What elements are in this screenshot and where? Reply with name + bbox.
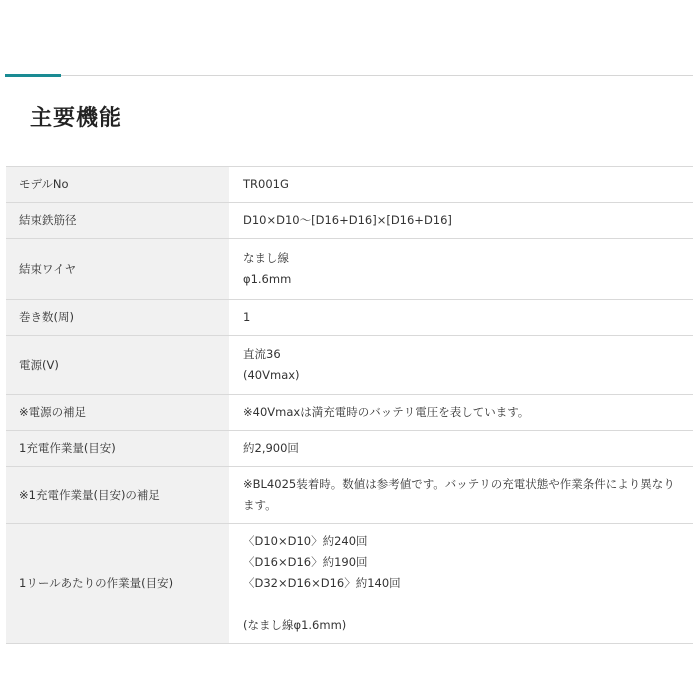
spec-value-line: 〈D10×D10〉約240回 xyxy=(243,534,368,548)
spec-value-line: 約2,900回 xyxy=(243,441,299,455)
spec-row-work-per-charge xyxy=(6,431,693,467)
spec-label-power: 電源(V) xyxy=(6,336,229,395)
spec-value-tie-wire xyxy=(229,239,693,300)
spec-row-work-per-charge-note xyxy=(6,467,693,524)
spec-row-rebar-diameter xyxy=(6,203,693,239)
spec-value-line xyxy=(243,594,679,615)
spec-value-rebar-diameter xyxy=(229,203,693,239)
spec-label-model: モデルNo xyxy=(6,167,229,203)
spec-label-tie-wire: 結束ワイヤ xyxy=(6,239,229,300)
spec-row-power-note xyxy=(6,395,693,431)
spec-value-line: ※BL4025装着時。数値は参考値です。バッテリの充電状態や作業条件により異なります。 xyxy=(243,477,675,512)
spec-value-work-per-charge xyxy=(229,431,693,467)
spec-label-turns: 巻き数(周) xyxy=(6,300,229,336)
spec-row-turns xyxy=(6,300,693,336)
spec-row-tie-wire xyxy=(6,239,693,300)
spec-value-power-note xyxy=(229,395,693,431)
section-divider xyxy=(5,75,693,76)
spec-value-work-per-reel xyxy=(229,524,693,644)
spec-value-line: φ1.6mm xyxy=(243,272,292,286)
spec-label-work-per-charge: 1充電作業量(目安) xyxy=(6,431,229,467)
spec-value-line: ※40Vmaxは満充電時のバッテリ電圧を表しています。 xyxy=(243,405,530,419)
spec-value-line: なまし線 xyxy=(243,251,289,265)
spec-value-line: (なまし線φ1.6mm) xyxy=(243,618,347,632)
spec-value-work-per-charge-note xyxy=(229,467,693,524)
spec-value-line: 〈D16×D16〉約190回 xyxy=(243,555,368,569)
spec-row-model xyxy=(6,167,693,203)
section-heading: 主要機能 xyxy=(30,106,123,131)
spec-value-power xyxy=(229,336,693,395)
spec-value-line: 直流36 xyxy=(243,347,281,361)
divider-accent xyxy=(5,74,61,77)
spec-value-line: (40Vmax) xyxy=(243,368,300,382)
spec-value-turns xyxy=(229,300,693,336)
spec-value-line: 1 xyxy=(243,310,251,324)
spec-value-line: TR001G xyxy=(243,177,289,191)
spec-label-work-per-charge-note: ※1充電作業量(目安)の補足 xyxy=(6,467,229,524)
spec-row-power xyxy=(6,336,693,395)
spec-table xyxy=(6,166,693,644)
spec-label-rebar-diameter: 結束鉄筋径 xyxy=(6,203,229,239)
spec-row-work-per-reel xyxy=(6,524,693,644)
spec-value-line: 〈D32×D16×D16〉約140回 xyxy=(243,576,401,590)
spec-label-work-per-reel: 1リールあたりの作業量(目安) xyxy=(6,524,229,644)
spec-value-model xyxy=(229,167,693,203)
spec-label-power-note: ※電源の補足 xyxy=(6,395,229,431)
spec-value-line: D10×D10〜[D16+D16]×[D16+D16] xyxy=(243,213,452,227)
